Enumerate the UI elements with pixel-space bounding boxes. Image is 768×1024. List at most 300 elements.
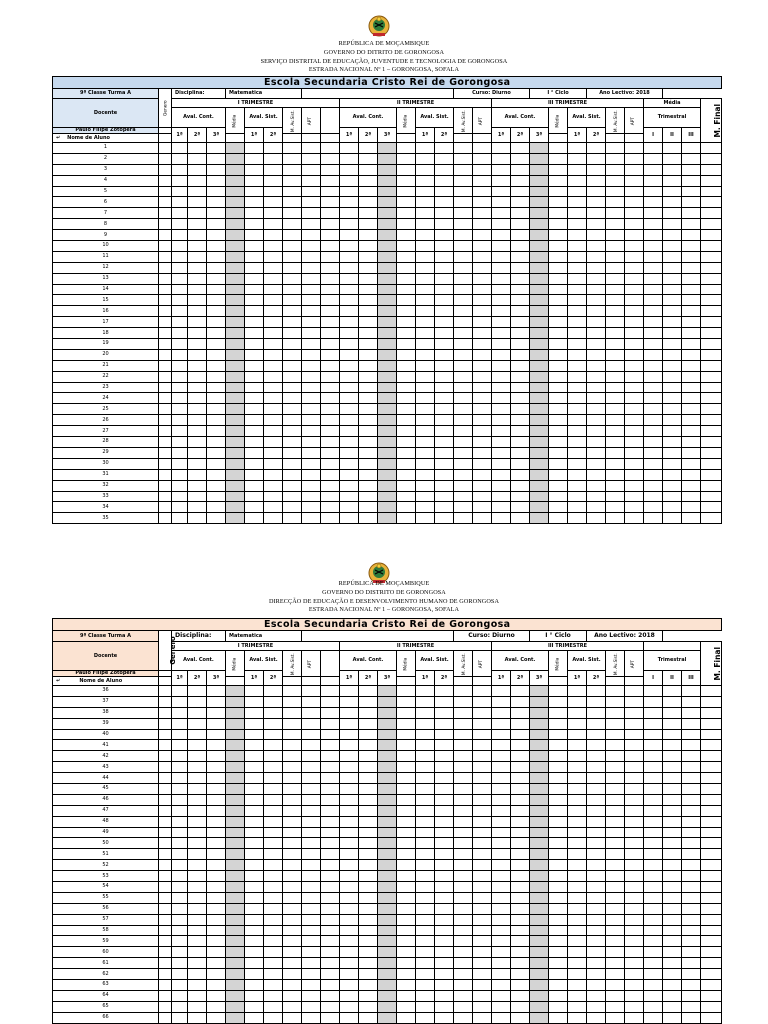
grade-cell[interactable] [207,306,226,317]
grade-cell[interactable] [454,328,473,339]
grade-cell[interactable] [435,284,454,295]
grade-cell[interactable] [549,871,568,882]
grade-cell[interactable] [606,458,625,469]
grade-cell[interactable] [473,175,492,186]
grade-cell[interactable] [625,925,644,936]
grade-cell[interactable] [587,415,606,426]
grade-cell[interactable] [473,339,492,350]
grade-cell[interactable] [172,1012,188,1023]
grade-cell[interactable] [207,339,226,350]
grade-cell[interactable] [435,317,454,328]
grade-cell[interactable] [188,251,207,262]
grade-cell[interactable] [644,480,663,491]
grade-cell[interactable] [340,360,359,371]
grade-cell[interactable] [321,197,340,208]
grade-cell[interactable] [188,447,207,458]
grade-cell[interactable] [397,426,416,437]
grade-cell[interactable] [283,773,302,784]
grade-cell[interactable] [549,317,568,328]
grade-cell[interactable] [188,914,207,925]
grade-cell[interactable] [416,740,435,751]
grade-cell[interactable] [663,707,682,718]
grade-cell[interactable] [549,458,568,469]
grade-cell[interactable] [435,903,454,914]
grade-cell[interactable] [587,838,606,849]
grade-cell[interactable] [530,175,549,186]
grade-cell[interactable] [359,153,378,164]
grade-cell[interactable] [264,936,283,947]
grade-cell[interactable] [207,273,226,284]
grade-cell[interactable] [340,295,359,306]
grade-cell[interactable] [321,849,340,860]
grade-cell[interactable] [568,219,587,230]
grade-cell[interactable] [159,784,172,795]
grade-cell[interactable] [245,186,264,197]
grade-cell[interactable] [283,980,302,991]
grade-cell[interactable] [549,175,568,186]
grade-cell[interactable] [549,914,568,925]
grade-cell[interactable] [172,980,188,991]
grade-cell[interactable] [492,860,511,871]
grade-cell[interactable] [283,437,302,448]
grade-cell[interactable] [568,480,587,491]
grade-cell[interactable] [701,371,722,382]
grade-cell[interactable] [511,903,530,914]
grade-cell[interactable] [549,729,568,740]
grade-cell[interactable] [473,947,492,958]
grade-cell[interactable] [492,393,511,404]
grade-cell[interactable] [435,251,454,262]
grade-cell[interactable] [397,784,416,795]
grade-cell[interactable] [606,816,625,827]
grade-cell[interactable] [435,805,454,816]
grade-cell[interactable] [701,686,722,697]
grade-cell[interactable] [587,437,606,448]
grade-cell[interactable] [625,762,644,773]
grade-cell[interactable] [172,284,188,295]
grade-cell[interactable] [663,219,682,230]
grade-cell[interactable] [701,936,722,947]
grade-cell[interactable] [172,153,188,164]
grade-cell[interactable] [207,707,226,718]
grade-cell[interactable] [587,696,606,707]
grade-cell[interactable] [530,186,549,197]
grade-cell[interactable] [625,936,644,947]
grade-cell[interactable] [435,860,454,871]
grade-cell[interactable] [159,696,172,707]
grade-cell[interactable] [207,892,226,903]
grade-cell[interactable] [245,404,264,415]
grade-cell[interactable] [188,990,207,1001]
grade-cell[interactable] [397,740,416,751]
grade-cell[interactable] [207,805,226,816]
grade-cell[interactable] [207,718,226,729]
grade-cell[interactable] [159,860,172,871]
grade-cell[interactable] [644,306,663,317]
grade-cell[interactable] [159,469,172,480]
grade-cell[interactable] [416,208,435,219]
grade-cell[interactable] [359,762,378,773]
grade-cell[interactable] [321,404,340,415]
grade-cell[interactable] [549,502,568,513]
grade-cell[interactable] [663,925,682,936]
grade-cell[interactable] [340,175,359,186]
grade-cell[interactable] [188,784,207,795]
grade-cell[interactable] [226,860,245,871]
grade-cell[interactable] [188,349,207,360]
grade-cell[interactable] [606,241,625,252]
grade-cell[interactable] [172,707,188,718]
grade-cell[interactable] [159,273,172,284]
grade-cell[interactable] [340,751,359,762]
grade-cell[interactable] [682,491,701,502]
grade-cell[interactable] [587,892,606,903]
grade-cell[interactable] [188,740,207,751]
grade-cell[interactable] [302,164,321,175]
grade-cell[interactable] [207,751,226,762]
grade-cell[interactable] [264,219,283,230]
grade-cell[interactable] [625,219,644,230]
grade-cell[interactable] [283,849,302,860]
grade-cell[interactable] [701,164,722,175]
grade-cell[interactable] [302,480,321,491]
grade-cell[interactable] [378,1001,397,1012]
grade-cell[interactable] [701,469,722,480]
grade-cell[interactable] [188,458,207,469]
grade-cell[interactable] [625,827,644,838]
grade-cell[interactable] [587,925,606,936]
grade-cell[interactable] [625,426,644,437]
grade-cell[interactable] [416,458,435,469]
grade-cell[interactable] [245,371,264,382]
grade-cell[interactable] [682,415,701,426]
grade-cell[interactable] [511,339,530,350]
grade-cell[interactable] [159,382,172,393]
grade-cell[interactable] [378,707,397,718]
grade-cell[interactable] [321,794,340,805]
grade-cell[interactable] [701,393,722,404]
grade-cell[interactable] [397,273,416,284]
grade-cell[interactable] [283,447,302,458]
grade-cell[interactable] [302,371,321,382]
grade-cell[interactable] [568,371,587,382]
grade-cell[interactable] [188,903,207,914]
grade-cell[interactable] [701,729,722,740]
grade-cell[interactable] [264,317,283,328]
grade-cell[interactable] [701,437,722,448]
grade-cell[interactable] [435,349,454,360]
grade-cell[interactable] [245,860,264,871]
grade-cell[interactable] [302,707,321,718]
grade-cell[interactable] [625,284,644,295]
grade-cell[interactable] [511,153,530,164]
grade-cell[interactable] [435,936,454,947]
grade-cell[interactable] [530,827,549,838]
grade-cell[interactable] [701,382,722,393]
grade-cell[interactable] [283,762,302,773]
grade-cell[interactable] [454,773,473,784]
grade-cell[interactable] [549,328,568,339]
grade-cell[interactable] [302,273,321,284]
grade-cell[interactable] [682,513,701,524]
grade-cell[interactable] [378,241,397,252]
grade-cell[interactable] [454,1001,473,1012]
grade-cell[interactable] [492,317,511,328]
grade-cell[interactable] [606,393,625,404]
grade-cell[interactable] [207,197,226,208]
grade-cell[interactable] [245,729,264,740]
grade-cell[interactable] [283,1001,302,1012]
grade-cell[interactable] [226,740,245,751]
grade-cell[interactable] [454,447,473,458]
grade-cell[interactable] [435,707,454,718]
grade-cell[interactable] [492,882,511,893]
grade-cell[interactable] [207,458,226,469]
grade-cell[interactable] [340,707,359,718]
grade-cell[interactable] [245,707,264,718]
grade-cell[interactable] [454,513,473,524]
grade-cell[interactable] [416,871,435,882]
grade-cell[interactable] [416,773,435,784]
grade-cell[interactable] [359,230,378,241]
grade-cell[interactable] [701,360,722,371]
grade-cell[interactable] [644,382,663,393]
grade-cell[interactable] [454,404,473,415]
grade-cell[interactable] [245,838,264,849]
grade-cell[interactable] [492,740,511,751]
grade-cell[interactable] [159,871,172,882]
grade-cell[interactable] [378,175,397,186]
grade-cell[interactable] [264,186,283,197]
grade-cell[interactable] [701,339,722,350]
grade-cell[interactable] [340,164,359,175]
grade-cell[interactable] [378,838,397,849]
grade-cell[interactable] [663,1012,682,1023]
grade-cell[interactable] [511,1012,530,1023]
grade-cell[interactable] [530,480,549,491]
grade-cell[interactable] [663,306,682,317]
grade-cell[interactable] [340,262,359,273]
grade-cell[interactable] [302,1012,321,1023]
grade-cell[interactable] [172,794,188,805]
grade-cell[interactable] [682,729,701,740]
grade-cell[interactable] [416,306,435,317]
grade-cell[interactable] [188,871,207,882]
grade-cell[interactable] [416,480,435,491]
grade-cell[interactable] [568,262,587,273]
grade-cell[interactable] [172,262,188,273]
grade-cell[interactable] [435,784,454,795]
grade-cell[interactable] [397,773,416,784]
grade-cell[interactable] [473,230,492,241]
grade-cell[interactable] [644,328,663,339]
grade-cell[interactable] [245,426,264,437]
grade-cell[interactable] [511,208,530,219]
grade-cell[interactable] [283,393,302,404]
grade-cell[interactable] [359,740,378,751]
grade-cell[interactable] [454,339,473,350]
grade-cell[interactable] [321,718,340,729]
grade-cell[interactable] [587,197,606,208]
grade-cell[interactable] [625,784,644,795]
grade-cell[interactable] [302,925,321,936]
grade-cell[interactable] [226,262,245,273]
grade-cell[interactable] [397,219,416,230]
grade-cell[interactable] [340,382,359,393]
grade-cell[interactable] [511,426,530,437]
grade-cell[interactable] [416,404,435,415]
grade-cell[interactable] [359,892,378,903]
grade-cell[interactable] [606,295,625,306]
grade-cell[interactable] [245,262,264,273]
grade-cell[interactable] [644,827,663,838]
grade-cell[interactable] [587,1001,606,1012]
grade-cell[interactable] [454,990,473,1001]
grade-cell[interactable] [188,751,207,762]
grade-cell[interactable] [454,360,473,371]
grade-cell[interactable] [492,947,511,958]
grade-cell[interactable] [188,415,207,426]
grade-cell[interactable] [359,925,378,936]
grade-cell[interactable] [454,382,473,393]
grade-cell[interactable] [226,273,245,284]
grade-cell[interactable] [682,262,701,273]
grade-cell[interactable] [321,1012,340,1023]
grade-cell[interactable] [625,980,644,991]
grade-cell[interactable] [701,762,722,773]
grade-cell[interactable] [378,513,397,524]
grade-cell[interactable] [264,502,283,513]
grade-cell[interactable] [321,969,340,980]
grade-cell[interactable] [530,686,549,697]
grade-cell[interactable] [568,491,587,502]
grade-cell[interactable] [530,328,549,339]
grade-cell[interactable] [682,784,701,795]
grade-cell[interactable] [378,415,397,426]
grade-cell[interactable] [264,740,283,751]
grade-cell[interactable] [625,404,644,415]
grade-cell[interactable] [701,882,722,893]
grade-cell[interactable] [321,295,340,306]
grade-cell[interactable] [568,718,587,729]
grade-cell[interactable] [568,328,587,339]
grade-cell[interactable] [473,480,492,491]
grade-cell[interactable] [682,838,701,849]
grade-cell[interactable] [159,480,172,491]
grade-cell[interactable] [682,328,701,339]
grade-cell[interactable] [172,349,188,360]
grade-cell[interactable] [245,513,264,524]
grade-cell[interactable] [340,773,359,784]
grade-cell[interactable] [340,784,359,795]
grade-cell[interactable] [511,969,530,980]
grade-cell[interactable] [549,339,568,350]
grade-cell[interactable] [587,958,606,969]
grade-cell[interactable] [340,371,359,382]
grade-cell[interactable] [397,794,416,805]
grade-cell[interactable] [549,903,568,914]
grade-cell[interactable] [454,143,473,154]
grade-cell[interactable] [359,469,378,480]
grade-cell[interactable] [644,251,663,262]
grade-cell[interactable] [359,729,378,740]
grade-cell[interactable] [264,513,283,524]
grade-cell[interactable] [207,925,226,936]
grade-cell[interactable] [606,740,625,751]
grade-cell[interactable] [625,860,644,871]
grade-cell[interactable] [682,1012,701,1023]
grade-cell[interactable] [321,696,340,707]
grade-cell[interactable] [302,838,321,849]
grade-cell[interactable] [188,773,207,784]
grade-cell[interactable] [587,426,606,437]
grade-cell[interactable] [473,295,492,306]
grade-cell[interactable] [188,502,207,513]
grade-cell[interactable] [283,969,302,980]
grade-cell[interactable] [663,186,682,197]
grade-cell[interactable] [188,186,207,197]
grade-cell[interactable] [606,447,625,458]
grade-cell[interactable] [701,751,722,762]
grade-cell[interactable] [606,251,625,262]
grade-cell[interactable] [454,469,473,480]
grade-cell[interactable] [644,947,663,958]
grade-cell[interactable] [492,491,511,502]
grade-cell[interactable] [606,784,625,795]
grade-cell[interactable] [549,784,568,795]
grade-cell[interactable] [549,437,568,448]
grade-cell[interactable] [549,969,568,980]
grade-cell[interactable] [682,273,701,284]
grade-cell[interactable] [188,175,207,186]
grade-cell[interactable] [682,882,701,893]
grade-cell[interactable] [663,947,682,958]
grade-cell[interactable] [172,849,188,860]
grade-cell[interactable] [359,251,378,262]
grade-cell[interactable] [340,762,359,773]
grade-cell[interactable] [701,696,722,707]
grade-cell[interactable] [340,718,359,729]
grade-cell[interactable] [701,284,722,295]
grade-cell[interactable] [663,892,682,903]
grade-cell[interactable] [663,805,682,816]
grade-cell[interactable] [511,447,530,458]
grade-cell[interactable] [283,502,302,513]
grade-cell[interactable] [302,502,321,513]
grade-cell[interactable] [530,284,549,295]
grade-cell[interactable] [245,805,264,816]
grade-cell[interactable] [644,882,663,893]
grade-cell[interactable] [188,404,207,415]
grade-cell[interactable] [492,925,511,936]
grade-cell[interactable] [378,925,397,936]
grade-cell[interactable] [568,805,587,816]
grade-cell[interactable] [359,827,378,838]
grade-cell[interactable] [245,925,264,936]
grade-cell[interactable] [159,1001,172,1012]
grade-cell[interactable] [397,827,416,838]
grade-cell[interactable] [568,1001,587,1012]
grade-cell[interactable] [340,339,359,350]
grade-cell[interactable] [172,426,188,437]
grade-cell[interactable] [701,860,722,871]
grade-cell[interactable] [302,437,321,448]
grade-cell[interactable] [416,502,435,513]
grade-cell[interactable] [172,925,188,936]
grade-cell[interactable] [159,1012,172,1023]
grade-cell[interactable] [568,502,587,513]
grade-cell[interactable] [663,686,682,697]
